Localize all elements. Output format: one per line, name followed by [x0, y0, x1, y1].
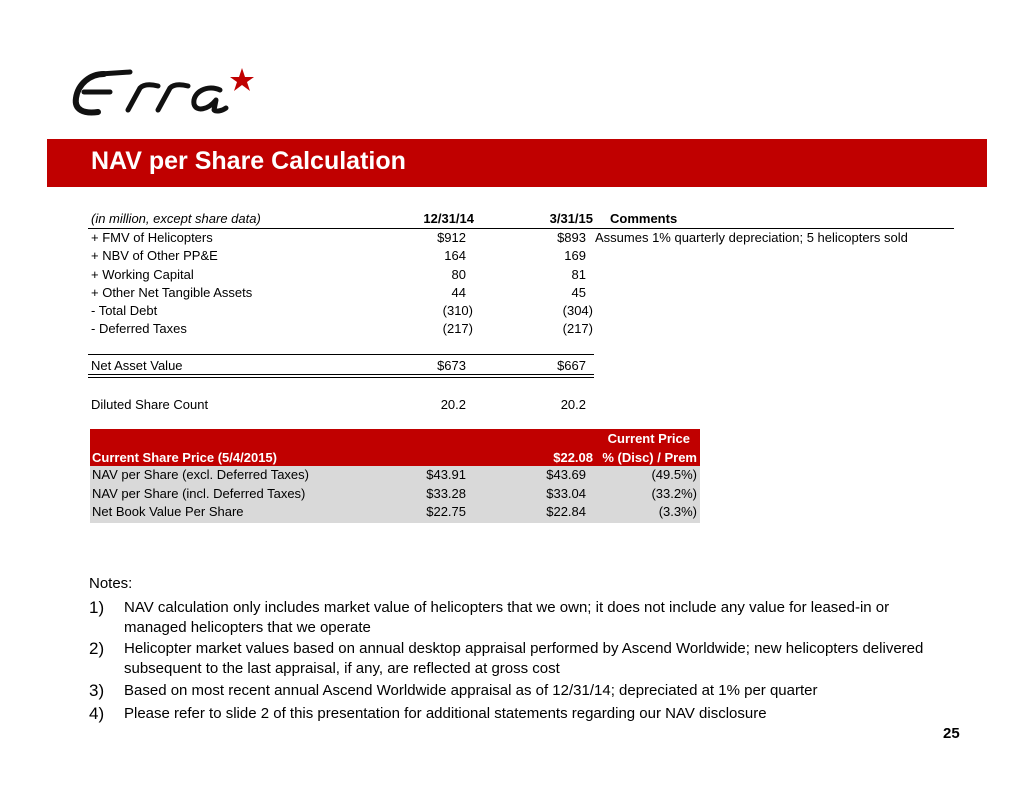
price-row-label: Net Book Value Per Share [92, 504, 244, 519]
current-price-label: Current Share Price (5/4/2015) [92, 450, 277, 465]
col-header-1: 12/31/14 [423, 211, 474, 226]
row-value-1: $912 [437, 230, 466, 245]
note-text: Please refer to slide 2 of this presentation for additional statements regarding our NAV disclosure [124, 705, 767, 722]
total-double-line-bottom [88, 377, 594, 378]
price-row-label: NAV per Share (incl. Deferred Taxes) [92, 486, 306, 501]
unit-label: (in million, except share data) [91, 211, 261, 226]
total-double-line-top [88, 374, 594, 375]
note-number: 1) [89, 598, 105, 617]
page-title: NAV per Share Calculation [91, 147, 406, 175]
price-row-value-3: (33.2%) [651, 486, 697, 501]
row-label: + FMV of Helicopters [91, 230, 213, 245]
share-count-value-2: 20.2 [560, 397, 586, 412]
price-row-value-2: $22.84 [546, 504, 586, 519]
price-row-label: NAV per Share (excl. Deferred Taxes) [92, 467, 309, 482]
note-number: 2) [89, 639, 105, 658]
row-label: - Total Debt [91, 303, 158, 318]
row-value-1: (217) [442, 321, 473, 336]
subtotal-line [88, 354, 594, 355]
note-number: 3) [89, 681, 105, 700]
price-row-value-3: (49.5%) [651, 467, 697, 482]
nav-label: Net Asset Value [91, 358, 183, 373]
era-logo [70, 62, 255, 124]
row-value-1: 80 [451, 267, 466, 282]
row-value-2: 169 [564, 248, 586, 263]
title-bar [47, 139, 987, 187]
col-header-comments: Comments [610, 211, 678, 226]
row-value-2: 81 [571, 267, 586, 282]
row-value-1: (310) [442, 303, 473, 318]
current-price-value: $22.08 [553, 450, 593, 465]
row-value-1: 44 [451, 285, 466, 300]
note-text: Based on most recent annual Ascend Worldwide appraisal as of 12/31/14; depreciated at 1% per quarter [124, 682, 818, 699]
share-count-value-1: 20.2 [440, 397, 466, 412]
note-text: NAV calculation only includes market value of helicopters that we own; it does not include any value for leased-in or managed helicopters that we operate [124, 599, 890, 636]
row-label: + Working Capital [91, 267, 194, 282]
header-divider [88, 228, 954, 229]
row-label: - Deferred Taxes [91, 321, 187, 336]
row-value-1: 164 [444, 248, 466, 263]
price-row-value-3: (3.3%) [658, 504, 697, 519]
share-count-label: Diluted Share Count [91, 397, 209, 412]
row-comment: Assumes 1% quarterly depreciation; 5 helicopters sold [595, 230, 908, 245]
prem-header-line2: % (Disc) / Prem [602, 450, 697, 465]
price-row-value-1: $43.91 [426, 467, 466, 482]
row-value-2: 45 [571, 285, 586, 300]
row-label: + NBV of Other PP&E [91, 248, 218, 263]
price-row-value-1: $33.28 [426, 486, 466, 501]
star-icon [230, 68, 254, 91]
row-label: + Other Net Tangible Assets [91, 285, 253, 300]
col-header-2: 3/31/15 [549, 211, 593, 226]
price-row-value-2: $43.69 [546, 467, 586, 482]
row-value-2: $893 [557, 230, 586, 245]
prem-header-line1: Current Price [607, 431, 690, 446]
note-text: Helicopter market values based on annual desktop appraisal performed by Ascend Worldwide; new helicopters delivered subsequent to the last appraisal, if any, are reflected at gross cost [124, 640, 924, 677]
notes-heading: Notes: [89, 575, 133, 592]
price-row-value-2: $33.04 [546, 486, 586, 501]
row-value-2: (217) [562, 321, 593, 336]
page-number: 25 [943, 725, 960, 742]
nav-value-2: $667 [557, 358, 586, 373]
row-value-2: (304) [562, 303, 593, 318]
nav-value-1: $673 [437, 358, 466, 373]
note-number: 4) [89, 704, 105, 723]
price-row-value-1: $22.75 [426, 504, 466, 519]
